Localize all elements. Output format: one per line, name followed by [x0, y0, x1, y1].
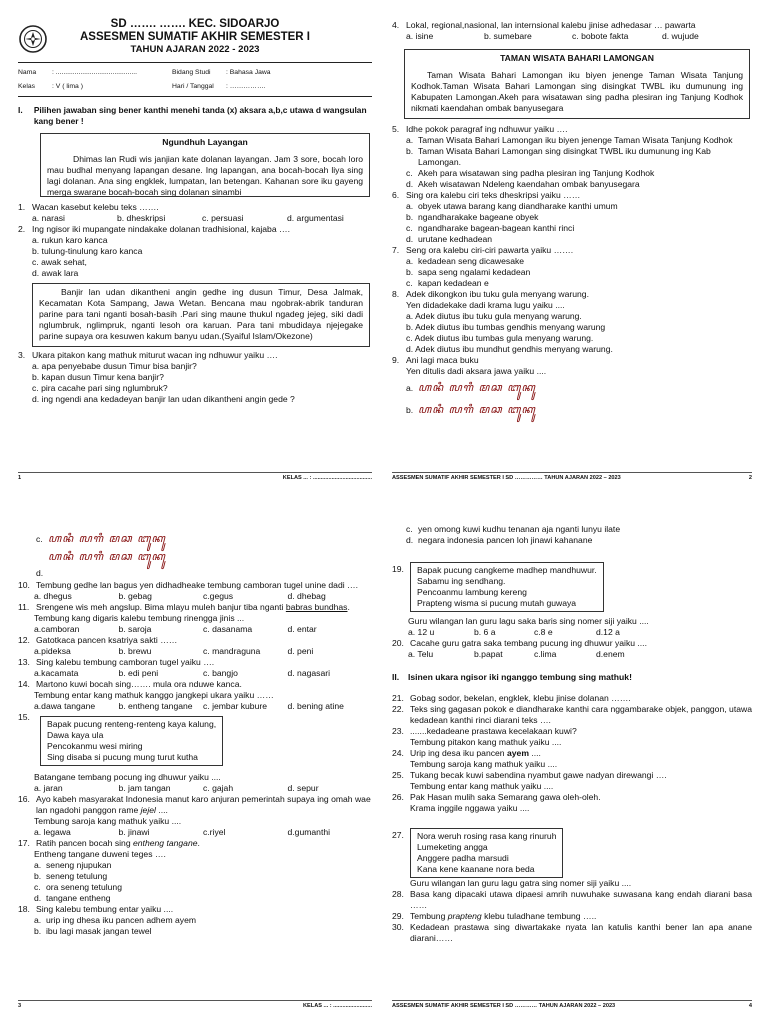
option-d[interactable]: Akeh wisatawan Ndeleng kaendahan ombak banyusegara [418, 179, 640, 189]
option-d[interactable]: d. peni [287, 646, 314, 656]
question-18-continued: c. yen omong kuwi kudhu tenanan aja nganti lunyu ilate d. negara indonesia pancen loh jinawi kahanane [392, 524, 752, 546]
exam-title: ASSESMEN SUMATIF AKHIR SEMESTER I [79, 31, 311, 43]
option-b[interactable]: b. tulung-tinulung karo kanca [32, 245, 143, 256]
option-a[interactable]: a.camboran [34, 624, 80, 634]
option-c[interactable]: c. pira cacahe pari sing nglumbruk? [32, 382, 168, 393]
option-d[interactable]: d. entar [287, 624, 317, 634]
page-footer [18, 1000, 372, 1010]
story-text: Taman Wisata Bahari Lamongan iku biyen jenenge Taman Wisata Tanjung Kodhok.Taman Wisata Bahari Lamongan sing disingkat TWBL iku dumunung ing Kabupaten Lamongan.Akeh para wisatawan sing padha plesiran ing Tanjung Kodhok nikmati kaendahan ombak banyusegara [411, 70, 743, 113]
footer-title: ASSESMEN SUMATIF AKHIR SEMESTER I SD …………… TAHUN AJARAN 2022 – 2023 [392, 474, 621, 481]
option-a[interactable]: kedadean seng dicawesake [418, 256, 525, 266]
nama-field[interactable]: : ........................................... [52, 69, 137, 76]
question-9: 9. Ani lagi maca buku Yen ditulis dadi aksara jawa yaiku .... a. ꦲꦤꦶ ꦭꦒꦶ ꦩꦕ ꦧꦸꦏꦸ b. ꦲꦤꦶ ꦭꦒꦶ ꦩꦕ ꦧꦸꦏꦸ [392, 355, 752, 421]
option-a[interactable]: a.dawa tangane [34, 701, 96, 711]
question-23: 23. .......kedadeane prastawa kecelakaan kuwi? Tembung pitakon kang mathuk yaiku .... [392, 726, 577, 747]
option-d[interactable]: tangane entheng [46, 893, 111, 903]
question-27: 27. Nora weruh rosing rasa kang rinuruh Lumeketing angga Anggere padha marsudi Kana kene kaanane nora beda Guru wilangan lan guru lagu gatra sing nomer siji yaiku .... [392, 830, 632, 888]
student-info [18, 63, 372, 96]
section-2-instruction: II. Isinen ukara ngisor iki nganggo tembung sing mathuk! [392, 672, 632, 682]
bidang-value: : Bahasa Jawa [226, 69, 271, 76]
question-17: 17. Ratih pancen bocah sing entheng tangane. Entheng tangane duweni teges …. a. seneng njupukan b. seneng tetulung c. ora seneng tetulung d. tangane entheng [18, 838, 372, 904]
javanese-script: ꦲꦤꦶ ꦭꦒꦶ ꦩꦕ ꦧꦸꦏꦸ [418, 380, 536, 394]
option-c[interactable]: ngandharake bagean-bagean kanthi rinci [418, 223, 575, 233]
option-c[interactable]: c. bobote fakta [572, 31, 629, 41]
option-a[interactable]: seneng njupukan [46, 860, 112, 870]
question-6: 6. Sing ora kalebu ciri teks dheskripsi yaiku …… a. obyek utawa barang kang diandharake kanthi umum b. ngandharakake bageane obyek c. ngandharake bagean-bagean kanthi rinci d. urutane kedhadean [392, 190, 752, 245]
option-a[interactable]: a. jaran [34, 783, 63, 793]
footer-kelas: KELAS ... : ......................... [303, 1002, 372, 1009]
story-title: TAMAN WISATA BAHARI LAMONGAN [500, 53, 654, 63]
question-26: 26. Pak Hasan mulih saka Semarang gawa oleh-oleh. Krama inggile nggawa yaiku .... [392, 792, 601, 813]
option-c[interactable]: c. dasanama [203, 624, 253, 634]
option-d[interactable]: d. wujude [662, 31, 699, 41]
question-1: 1. Wacan kasebut kelebu teks ……. a. narasi b. dheskripsi c. persuasi d. argumentasi [18, 202, 372, 224]
javanese-script: ꦲꦤꦶ ꦭꦒꦶ ꦩꦕ ꦧꦸꦏꦸ [48, 550, 166, 563]
question-7: 7. Seng ora kalebu ciri-ciri pawarta yaiku ……. a. kedadean seng dicawesake b. sapa seng ngalami kedadean c. kapan kedadean e [392, 245, 752, 289]
option-b[interactable]: b. kapan dusun Timur kena banjir? [32, 371, 164, 382]
page-footer [392, 1000, 752, 1010]
option-c[interactable]: c. gajah [203, 783, 234, 793]
poem-box: Bapak pucung renteng-renteng kaya kalung, Dawa kaya ula Pencokanmu wesi miring Sing disaba si pucung mung turut kutha [40, 716, 223, 766]
option-c[interactable]: c. ꦲꦤꦶ ꦭꦒꦶ ꦩꦕ ꦧꦸꦏꦸ [36, 531, 166, 545]
kelas-label: Kelas [18, 82, 36, 90]
option-b[interactable]: b. jinawi [118, 827, 150, 837]
option-c[interactable]: c. awak sehat, [32, 256, 87, 267]
option-a[interactable]: obyek utawa barang kang diandharake kanthi umum [418, 201, 618, 211]
question-8: 8. Adek dikongkon ibu tuku gula menyang warung. Yen didadekake dadi krama lugu yaiku .... a. Adek diutus ibu tuku gula menyang warung. b. Adek diutus ibu tumbas gendhis menyang warung c. Adek diutus ibu tumbas gula menyang warung. d. Adek diutus ibu mundhut gendhis menyang warung. [392, 289, 752, 355]
question-15: 15. Bapak pucung renteng-renteng kaya kalung, Dawa kaya ula Pencokanmu wesi miring Sing disaba si pucung mung turut kutha Batangane tembang pocung ing dhuwur yaiku .... a. jaran b. jam tangan c. gajah d. sepur [18, 712, 372, 794]
hari-label: Hari / Tanggal [172, 82, 214, 90]
option-d[interactable]: d. ing ngendi ana kedadeyan banjir lan udan dikantheni angin gede ? [32, 393, 295, 404]
question-4: 4. Lokal, regional,nasional, lan internsional kalebu jinise adhedasar … pawarta a. isine b. sumebare c. bobote fakta d. wujude [392, 20, 752, 42]
option-b[interactable]: b. dheskripsi [117, 212, 166, 223]
kelas-value: : V ( lima ) [52, 82, 83, 90]
option-b[interactable]: b.papat [474, 649, 503, 659]
question-30: 30. Kedadean prastawa sing diwartakake nyata lan katulis kanthi bener lan apa anane diarani…… [392, 922, 752, 943]
javanese-script: ꦲꦤꦶ ꦭꦒꦶ ꦩꦕ ꦧꦸꦏꦸ [418, 402, 536, 416]
footer-kelas: KELAS ... : ...................................... [282, 474, 372, 481]
option-a[interactable]: a.pideksa [34, 646, 71, 656]
option-d[interactable]: d.12 a [596, 627, 620, 637]
question-14: 14. Martono kuwi bocah sing……. mula ora nduwe kanca. Tembung entar kang mathuk kanggo jangkepi ukara yaiku …… a.dawa tangane b. entheng tangane c. jembar kubure d. bening atine [18, 679, 372, 712]
option-b[interactable]: b. jam tangan [118, 783, 171, 793]
option-a[interactable]: a. 12 u [408, 627, 435, 637]
option-d[interactable]: d.gumanthi [287, 827, 331, 837]
option-b[interactable]: b. edi peni [118, 668, 159, 678]
story-text: Dhimas lan Rudi wis janjian kate dolanan layangan. Jam 3 sore, bocah loro mau budhal menyang lapangan desane. Ing lapangan, ana bocah-bocah liya sing lagi dolanan. Ana sing engklek, lumpatan, lan betengan. Kahanan sore iku gayeng merga swarane bocah-bocah sing dolanan sinambi [47, 153, 363, 197]
nama-label: Nama [18, 69, 37, 76]
option-d[interactable]: d. sepur [287, 783, 319, 793]
page-3 [0, 512, 384, 1024]
option-d[interactable]: negara indonesia pancen loh jinawi kahanane [418, 535, 593, 545]
page-number: 1 [18, 474, 22, 481]
option-c[interactable]: yen omong kuwi kudhu tenanan aja nganti lunyu ilate [418, 524, 621, 534]
question-29: 29. Tembung prapteng klebu tuladhane tembung ….. [392, 911, 597, 921]
option-b[interactable]: b. saroja [118, 624, 152, 634]
option-c[interactable]: ora seneng tetulung [46, 882, 122, 892]
option-c[interactable]: kapan kedadean e [418, 278, 489, 288]
page-2 [384, 0, 768, 512]
option-a[interactable]: a. legawa [34, 827, 71, 837]
option-b[interactable]: b. ꦲꦤꦶ ꦭꦒꦶ ꦩꦕ ꦧꦸꦏꦸ [406, 402, 536, 416]
option-c[interactable]: c.8 e [534, 627, 553, 637]
option-a[interactable]: a. ꦲꦤꦶ ꦭꦒꦶ ꦩꦕ ꦧꦸꦏꦸ [406, 380, 536, 394]
option-b[interactable]: sapa seng ngalami kedadean [418, 267, 531, 277]
option-b[interactable]: Taman Wisata Bahari Lamongan sing disingkat TWBL iku dumunung ing Kab Lamongan. [418, 146, 711, 167]
option-c[interactable]: c. mandraguna [203, 646, 261, 656]
exam-header [18, 0, 372, 62]
option-a[interactable]: a. Telu [408, 649, 434, 659]
bidang-label: Bidang Studi [172, 69, 211, 76]
page-footer [392, 472, 752, 482]
page-1 [0, 0, 384, 512]
option-c[interactable]: c.riyel [203, 827, 226, 837]
question-10: 10. Tembung gedhe lan bagus yen didhadheake tembung camboran tugel unine dadi …. a. dhegus b. gebag c.gegus d. dhebag [18, 580, 372, 602]
page-number: 3 [18, 1002, 22, 1009]
option-c[interactable]: c. Adek diutus ibu tumbas gula menyang warung. [406, 333, 594, 343]
option-a[interactable]: Taman Wisata Bahari Lamongan iku biyen jenenge Taman Wisata Tanjung Kodhok [418, 135, 733, 145]
option-b[interactable]: b. sumebare [484, 31, 532, 41]
footer-title: ASSESMEN SUMATIF AKHIR SEMESTER I SD ………… TAHUN AJARAN 2022 – 2023 [392, 1002, 616, 1009]
option-a[interactable]: a. apa penyebabe dusun Timur bisa banjir? [32, 360, 197, 371]
story-box-3 [404, 49, 750, 119]
page-footer [18, 472, 372, 482]
question-22: 22. Teks sing gagasan pokok e diandharake kanthi cara nggambarake objek, panggon, utawa kedadean kanthi rinci diarani teks …. [392, 704, 752, 725]
question-18: 18. Sing kalebu tembung entar yaiku .... a. urip ing dhesa iku pancen adhem ayem b. ibu lagi masak jangan tewel [18, 904, 372, 937]
question-12: 12. Gatotkaca pancen ksatriya sakti …… a.pideksa b. brewu c. mandraguna d. peni [18, 635, 372, 657]
option-d[interactable]: d. [36, 567, 44, 578]
option-b[interactable]: b. gebag [118, 591, 152, 601]
option-d[interactable]: d. nagasari [287, 668, 331, 678]
option-d[interactable]: d. dhebag [287, 591, 326, 601]
option-a[interactable]: a. Adek diutus ibu tuku gula menyang warung. [406, 311, 582, 321]
section-1-instruction: I. Pilihen jawaban sing bener kanthi menehi tanda (x) aksara a,b,c utawa d wangsulan kang bener ! [18, 105, 367, 127]
story-title: Ngundhuh Layangan [162, 136, 248, 147]
question-11: 11. Srengene wis meh angslup. Bima mlayu muleh banjur tiba nganti babras bundhas. Tembung kang digaris kalebu tembung rinengga jinis ... a.camboran b. saroja c. dasanama d. entar [18, 602, 372, 635]
option-d[interactable]: d. bening atine [287, 701, 344, 711]
option-a[interactable]: a. isine [406, 31, 434, 41]
option-c[interactable]: c. jembar kubure [203, 701, 268, 711]
option-d[interactable]: d.enem [596, 649, 625, 659]
option-c[interactable]: c. bangjo [203, 668, 238, 678]
question-5: 5. Idhe pokok paragraf ing ndhuwur yaiku …. a. Taman Wisata Bahari Lamongan iku biyen jenenge Taman Wisata Tanjung Kodhok b. Taman Wisata Bahari Lamongan sing disingkat TWBL iku dumunung ing Kab Lamongan. c. Akeh para wisatawan sing padha plesiran ing Tanjung Kodhok d. Akeh wisatawan Ndeleng kaendahan ombak banyusegara [392, 124, 752, 190]
question-3: 3. Ukara pitakon kang mathuk miturut wacan ing ndhuwur yaiku …. a. apa penyebabe dusun Timur bisa banjir? b. kapan dusun Timur kena banjir? c. pira cacahe pari sing nglumbruk? d. ing ngendi ana kedadeyan banjir lan udan dikantheni angin gede ? [18, 350, 372, 405]
option-a[interactable]: a. narasi [32, 212, 65, 223]
poem-box: Bapak pucung cangkeme madhep mandhuwur. Sabamu ing sendhang. Pencoanmu lambung kereng Prapteng wisma si pucung mutah guwaya [410, 562, 604, 612]
hari-field[interactable]: : ……………. [226, 82, 266, 90]
option-b[interactable]: b. entheng tangane [118, 701, 193, 711]
option-d[interactable]: urutane kedhadean [418, 234, 493, 244]
question-24: 24. Urip ing desa iku pancen ayem .... Tembung saroja kang mathuk yaiku .... [392, 748, 558, 769]
question-21: 21. Gobag sodor, bekelan, engklek, klebu jinise dolanan ……. [392, 693, 631, 703]
option-d[interactable]: d. argumentasi [287, 212, 344, 223]
option-b[interactable]: b. Adek diutus ibu tumbas gendhis menyang warung [406, 322, 606, 332]
option-b[interactable]: ibu lagi masak jangan tewel [46, 926, 152, 936]
option-c[interactable]: Akeh para wisatawan sing padha plesiran ing Tanjung Kodhok [418, 168, 655, 178]
question-13: 13. Sing kalebu tembung camboran tugel yaiku …. a.kacamata b. edi peni c. bangjo d. nagasari [18, 657, 372, 679]
question-28: 28. Basa kang dipacaki utawa dipaesi amrih nuwuhake suwasana kang endah diarani basa …… [392, 889, 752, 910]
page-4 [384, 512, 768, 1024]
story-text: Banjir lan udan dikantheni angin gedhe ing dusun Timur, Desa Jalmak, Kecamatan Kota Sampang, Jawa Wetan. Bencana mau ngobrak-abrik tanduran parine para tani nganti bosah-basih .Pari sing maune thukul ngadeg jejeg, siki dadi nglumbruk, nglimpruk, nganti lesoh ora karuan. Para tani mbudidaya njejegake parine supaya ora kesuwen kakum banyu udan.(Syaiful Islam/Okezone) [39, 286, 363, 341]
javanese-script: ꦲꦤꦶ ꦭꦒꦶ ꦩꦕ ꦧꦸꦏꦸ [48, 531, 166, 545]
school-line: SD ……. ……. KEC. SIDOARJO [110, 18, 280, 30]
question-20: 20. Cacahe guru gatra saka tembang pucung ing dhuwur yaiku .... a. Telu b.papat c.lima d.enem [392, 638, 752, 660]
question-9-continued [18, 528, 372, 580]
story-box-1 [40, 133, 370, 197]
option-a[interactable]: a. dhegus [34, 591, 72, 601]
poem-box: Nora weruh rosing rasa kang rinuruh Lumeketing angga Anggere padha marsudi Kana kene kaanane nora beda [410, 828, 563, 878]
academic-year: TAHUN AJARAN 2022 - 2023 [130, 44, 260, 55]
option-b[interactable]: b. 6 a [474, 627, 496, 637]
option-b[interactable]: seneng tetulung [46, 871, 108, 881]
story-box-2 [32, 283, 370, 347]
option-c[interactable]: c.gegus [203, 591, 234, 601]
question-19: 19. Bapak pucung cangkeme madhep mandhuwur. Sabamu ing sendhang. Pencoanmu lambung kereng Prapteng wisma si pucung mutah guwaya Guru wilangan lan guru lagu saka baris sing nomer siji yaiku .... a. 12 u b. 6 a c.8 e d.12 a [392, 560, 752, 638]
option-c[interactable]: c. persuasi [202, 212, 244, 223]
option-a[interactable]: urip ing dhesa iku pancen adhem ayem [46, 915, 197, 925]
question-2: 2. Ing ngisor iki mupangate nindakake dolanan tradhisional, kajaba …. a. rukun karo kanca b. tulung-tinulung karo kanca c. awak sehat, d. awak lara [18, 224, 372, 279]
option-b[interactable]: ngandharakake bageane obyek [418, 212, 539, 222]
option-a[interactable]: a.kacamata [34, 668, 79, 678]
option-c[interactable]: c.lima [534, 649, 557, 659]
option-b[interactable]: b. brewu [118, 646, 152, 656]
option-d[interactable]: d. awak lara [32, 267, 79, 278]
option-d[interactable]: d. Adek diutus ibu mundhut gendhis menyang warung. [406, 344, 613, 354]
option-a[interactable]: a. rukun karo kanca [32, 234, 108, 245]
page-number: 2 [748, 474, 752, 481]
school-emblem-icon [18, 24, 48, 54]
question-16: 16. Ayo kabeh masyarakat Indonesia manut karo anjuran pemerintah supaya ing omah wae lan ngadohi panggon rame jejel .... Tembung saroja kang mathuk yaiku .... a. legawa b. jinawi c.riyel d.gumanthi [18, 794, 371, 837]
page-number: 4 [748, 1002, 752, 1009]
question-25: 25. Tukang becak kuwi sabendina nyambut gawe nadyan direwangi …. Tembung entar kang mathuk yaiku .... [392, 770, 667, 791]
